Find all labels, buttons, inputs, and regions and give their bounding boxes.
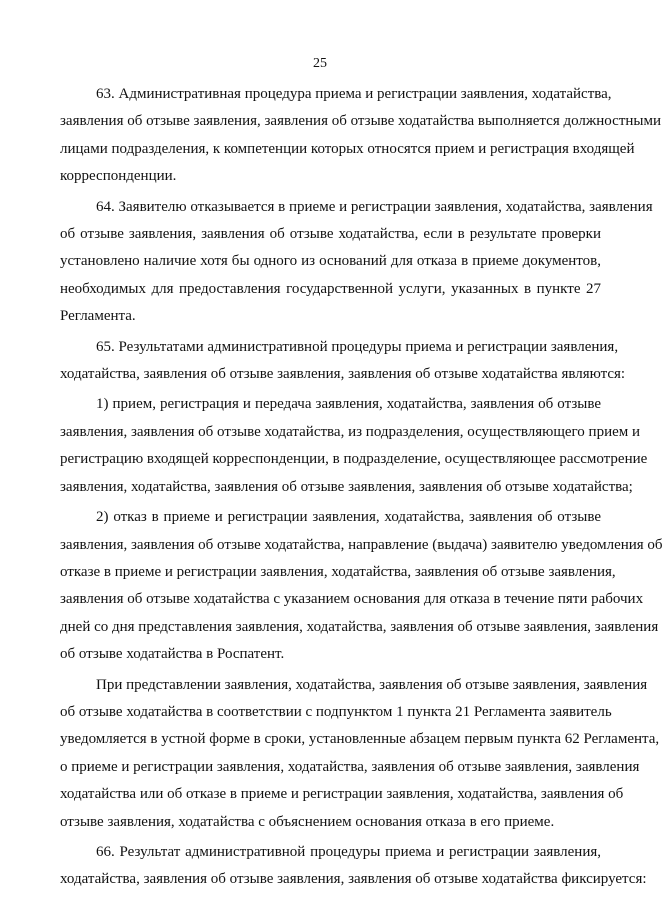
text-line: 64. Заявителю отказывается в приеме и регистрации заявления, ходатайства, заявления — [96, 198, 653, 215]
text-line: об отзыве заявления, заявления об отзыве ходатайства, если в результате проверки — [60, 226, 601, 243]
document-body — [60, 81, 663, 894]
text-line: необходимых для предоставления государственной услуги, указанных в пункте 27 — [60, 280, 601, 297]
text-line: Регламента. — [60, 308, 136, 325]
text-line: лицами подразделения, к компетенции которых относятся прием и регистрация входящей — [60, 140, 635, 157]
text-line: заявления об отзыве ходатайства с указанием основания для отказа в течение пяти рабочих — [60, 591, 644, 608]
text-line: установлено наличие хотя бы одного из оснований для отказа в приеме документов, — [60, 253, 601, 270]
text-line: уведомляется в устной форме в сроки, установленные абзацем первым пункта 62 Регламента, — [60, 731, 660, 748]
text-line: заявления, заявления об отзыве ходатайства, из подразделения, осуществляющего прием и — [60, 423, 641, 440]
text-line: регистрацию входящей корреспонденции, в подразделение, осуществляющее рассмотрение — [60, 451, 648, 468]
text-line: отзыве заявления, ходатайства с объяснением основания отказа в его приеме. — [60, 813, 555, 830]
text-line: При представлении заявления, ходатайства, заявления об отзыве заявления, заявления — [96, 676, 648, 693]
page-number: 25 — [313, 56, 327, 71]
para-65 — [60, 334, 626, 389]
para-63 — [60, 81, 662, 191]
text-line: 66. Результат административной процедуры приема и регистрации заявления, — [96, 843, 601, 860]
text-line: ходатайства или об отказе в приеме и регистрации заявления, ходатайства, заявления об — [60, 786, 624, 803]
text-line: заявления, заявления об отзыве ходатайства, направление (выдача) заявителю уведомления об — [60, 536, 663, 553]
text-line: заявления, ходатайства, заявления об отзыве заявления, заявления об отзыве ходатайства; — [60, 478, 633, 495]
text-line: 63. Административная процедура приема и регистрации заявления, ходатайства, — [96, 86, 612, 102]
para-notification — [60, 672, 660, 836]
text-line: 1) прием, регистрация и передача заявления, ходатайства, заявления об отзыве — [96, 396, 601, 413]
text-line: дней со дня представления заявления, ходатайства, заявления об отзыве заявления, заявления — [60, 618, 659, 635]
text-line: заявления об отзыве заявления, заявления об отзыве ходатайства выполняется должностными — [60, 113, 662, 130]
text-line: об отзыве ходатайства в соответствии с подпунктом 1 пункта 21 Регламента заявитель — [60, 703, 612, 720]
text-line: о приеме и регистрации заявления, ходатайства, заявления об отзыве заявления, заявления — [60, 758, 640, 775]
para-64 — [60, 194, 653, 331]
text-line: 2) отказ в приеме и регистрации заявления, ходатайства, заявления об отзыве — [96, 509, 601, 526]
para-65-item-2 — [60, 504, 663, 668]
para-66 — [60, 839, 647, 894]
text-line: ходатайства, заявления об отзыве заявления, заявления об отзыве ходатайства являются: — [60, 366, 626, 383]
para-65-item-1 — [60, 391, 648, 501]
text-line: отказе в приеме и регистрации заявления, ходатайства, заявления об отзыве заявления, — [60, 563, 616, 580]
text-line: корреспонденции. — [60, 168, 177, 185]
text-line: 65. Результатами административной процедуры приема и регистрации заявления, — [96, 338, 619, 355]
text-line: об отзыве ходатайства в Роспатент. — [60, 646, 285, 663]
text-line: ходатайства, заявления об отзыве заявления, заявления об отзыве ходатайства фиксируется: — [60, 871, 647, 888]
